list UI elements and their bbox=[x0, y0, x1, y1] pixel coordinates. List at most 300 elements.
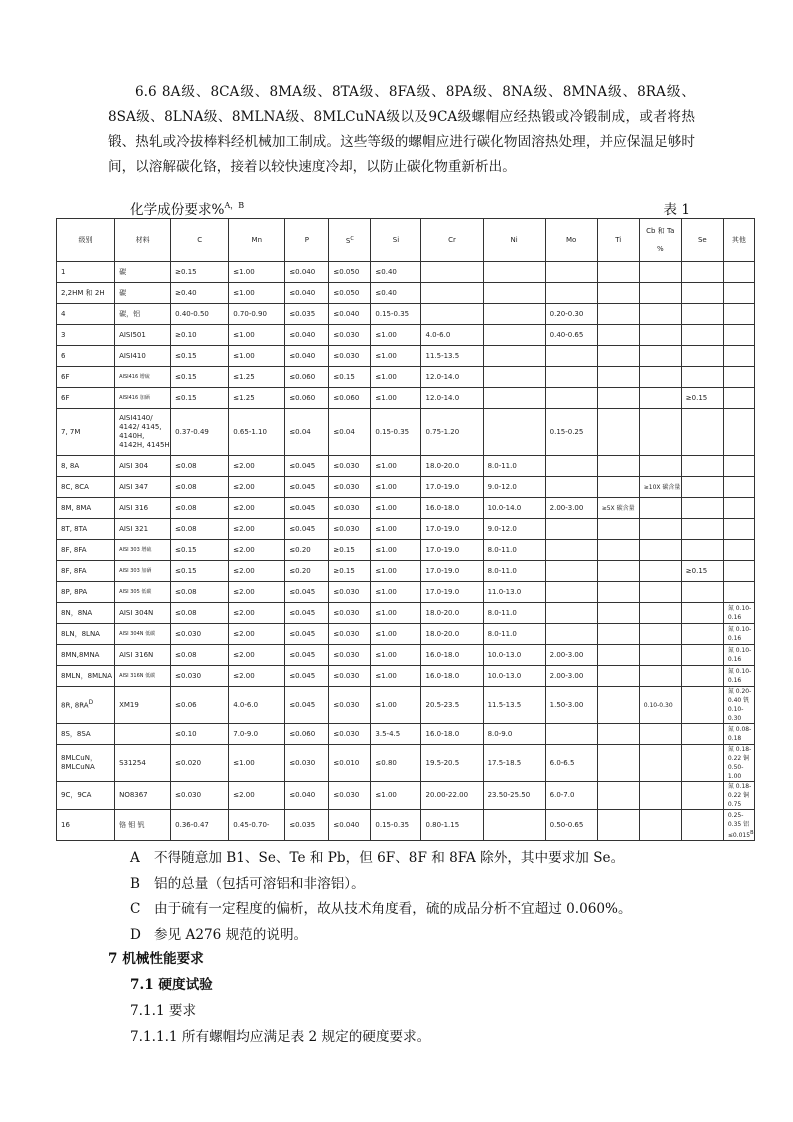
cell-ni: 10.0-14.0 bbox=[483, 498, 545, 519]
cell-other bbox=[723, 456, 754, 477]
cell-s: ≤0.030 bbox=[329, 666, 371, 687]
cell-ni: 8.0-9.0 bbox=[483, 724, 545, 745]
cell-mn: ≤2.00 bbox=[229, 477, 285, 498]
cell-mn: ≤1.00 bbox=[229, 745, 285, 782]
cell-mo bbox=[545, 367, 597, 388]
cell-mo bbox=[545, 283, 597, 304]
table-row bbox=[57, 540, 755, 561]
cell-p: ≤0.035 bbox=[285, 810, 329, 841]
cell-se bbox=[681, 283, 723, 304]
cell-mo bbox=[545, 603, 597, 624]
cell-grade: 8M, 8MA bbox=[57, 498, 115, 519]
cell-c: ≤0.030 bbox=[171, 782, 229, 810]
header-se: Se bbox=[681, 219, 723, 262]
cell-se bbox=[681, 624, 723, 645]
cell-mn: ≤1.00 bbox=[229, 283, 285, 304]
table-row bbox=[57, 325, 755, 346]
cell-se bbox=[681, 582, 723, 603]
cell-s: ≤0.050 bbox=[329, 262, 371, 283]
cell-si: ≤1.00 bbox=[371, 456, 421, 477]
cell-si: 0.15-0.35 bbox=[371, 409, 421, 456]
cell-cr: 17.0-19.0 bbox=[421, 477, 483, 498]
cell-grade: 8N，8NA bbox=[57, 603, 115, 624]
table-row bbox=[57, 582, 755, 603]
cell-material: AISI 347 bbox=[115, 477, 171, 498]
cell-material: AISI410 bbox=[115, 346, 171, 367]
cell-cbta bbox=[639, 624, 681, 645]
cell-ti: ≥5X 碳含量 bbox=[597, 498, 639, 519]
header-mo: Mo bbox=[545, 219, 597, 262]
cell-se bbox=[681, 724, 723, 745]
cell-material: AISI 316 bbox=[115, 498, 171, 519]
table-row bbox=[57, 388, 755, 409]
cell-cr: 12.0-14.0 bbox=[421, 367, 483, 388]
cell-c: 0.40-0.50 bbox=[171, 304, 229, 325]
cell-cr: 18.0-20.0 bbox=[421, 456, 483, 477]
cell-material: 碳，铝 bbox=[115, 304, 171, 325]
cell-se bbox=[681, 745, 723, 782]
cell-ti bbox=[597, 456, 639, 477]
cell-si: ≤1.00 bbox=[371, 367, 421, 388]
cell-ni: 8.0-11.0 bbox=[483, 603, 545, 624]
cell-mo bbox=[545, 724, 597, 745]
cell-material: AISI 303 增硫 bbox=[115, 540, 171, 561]
cell-p: ≤0.045 bbox=[285, 624, 329, 645]
cell-mn: ≤2.00 bbox=[229, 519, 285, 540]
cell-cr: 20.5-23.5 bbox=[421, 687, 483, 724]
cell-si: ≤1.00 bbox=[371, 388, 421, 409]
cell-p: ≤0.045 bbox=[285, 645, 329, 666]
cell-cr: 16.0-18.0 bbox=[421, 498, 483, 519]
footnotes bbox=[130, 846, 632, 948]
cell-ti bbox=[597, 745, 639, 782]
cell-material: AISI501 bbox=[115, 325, 171, 346]
table-row bbox=[57, 477, 755, 498]
cell-s: ≤0.030 bbox=[329, 519, 371, 540]
cell-grade: 1 bbox=[57, 262, 115, 283]
cell-se bbox=[681, 456, 723, 477]
cell-ti bbox=[597, 687, 639, 724]
cell-mn: ≤2.00 bbox=[229, 540, 285, 561]
cell-other: 氮 0.10-0.16 bbox=[723, 645, 754, 666]
cell-s: ≤0.030 bbox=[329, 498, 371, 519]
cell-c: ≤0.15 bbox=[171, 367, 229, 388]
header-ti: Ti bbox=[597, 219, 639, 262]
cell-cbta bbox=[639, 810, 681, 841]
cell-se bbox=[681, 346, 723, 367]
cell-p: ≤0.04 bbox=[285, 409, 329, 456]
cell-cr: 16.0-18.0 bbox=[421, 645, 483, 666]
cell-cbta bbox=[639, 561, 681, 582]
cell-si: ≤1.00 bbox=[371, 687, 421, 724]
cell-ni: 8.0-11.0 bbox=[483, 561, 545, 582]
cell-c: ≤0.06 bbox=[171, 687, 229, 724]
cell-ti bbox=[597, 519, 639, 540]
table-row bbox=[57, 262, 755, 283]
cell-ti bbox=[597, 477, 639, 498]
cell-ni: 9.0-12.0 bbox=[483, 519, 545, 540]
cell-s: ≤0.010 bbox=[329, 745, 371, 782]
cell-s: ≤0.040 bbox=[329, 304, 371, 325]
table-row bbox=[57, 367, 755, 388]
cell-material: AISI416 加硒 bbox=[115, 388, 171, 409]
cell-mo bbox=[545, 561, 597, 582]
cell-cr: 11.5-13.5 bbox=[421, 346, 483, 367]
cell-grade: 7, 7M bbox=[57, 409, 115, 456]
cell-mn: 7.0-9.0 bbox=[229, 724, 285, 745]
cell-p: ≤0.045 bbox=[285, 498, 329, 519]
cell-cr: 16.0-18.0 bbox=[421, 724, 483, 745]
cell-p: ≤0.045 bbox=[285, 603, 329, 624]
cell-se bbox=[681, 304, 723, 325]
cell-c: ≤0.030 bbox=[171, 624, 229, 645]
table-row bbox=[57, 456, 755, 477]
cell-mn: 0.45-0.70- bbox=[229, 810, 285, 841]
table-row bbox=[57, 645, 755, 666]
cell-ti bbox=[597, 409, 639, 456]
cell-mo bbox=[545, 582, 597, 603]
cell-cbta bbox=[639, 603, 681, 624]
header-ni: Ni bbox=[483, 219, 545, 262]
cell-se bbox=[681, 498, 723, 519]
cell-mn: ≤2.00 bbox=[229, 666, 285, 687]
cell-s: ≤0.030 bbox=[329, 603, 371, 624]
table-row bbox=[57, 304, 755, 325]
cell-ti bbox=[597, 603, 639, 624]
cell-ti bbox=[597, 782, 639, 810]
table-row bbox=[57, 561, 755, 582]
cell-c: ≤0.15 bbox=[171, 540, 229, 561]
cell-material: NO8367 bbox=[115, 782, 171, 810]
cell-other: 氮 0.20-0.40 钒 0.10-0.30 bbox=[723, 687, 754, 724]
cell-other: 0.25-0.35 铝 $\le 0.015^B$ bbox=[723, 810, 754, 841]
cell-se bbox=[681, 540, 723, 561]
cell-mn: ≤2.00 bbox=[229, 561, 285, 582]
cell-si: 3.5-4.5 bbox=[371, 724, 421, 745]
cell-other: 氮 0.08-0.18 bbox=[723, 724, 754, 745]
cell-grade: 8R, $8RA^D$ bbox=[57, 687, 115, 724]
cell-s: ≥0.15 bbox=[329, 561, 371, 582]
cell-ni: 10.0-13.0 bbox=[483, 666, 545, 687]
header-cbta: Cb 和 Ta % bbox=[639, 219, 681, 262]
cell-s: ≤0.030 bbox=[329, 724, 371, 745]
cell-si: ≤1.00 bbox=[371, 645, 421, 666]
cell-mo: 6.0-7.0 bbox=[545, 782, 597, 810]
intro-paragraph: 6.6 8A级、8CA级、8MA级、8TA级、8FA级、8PA级、8NA级、8MNA级、8RA级、8SA级、8LNA级、8MLNA级、8MLCuNA级以及9CA级螺帽应经热锻或冷锻制成，或者将热锻、热轧或冷拔棒料经机械加工制成。这些等级的螺帽应进行碳化物固溶热处理，并应保温足够时间，以溶解碳化铬，接着以较快速度冷却，以防止碳化物重新析出。 bbox=[108, 84, 695, 175]
cell-grade: 9C，9CA bbox=[57, 782, 115, 810]
header-c: C bbox=[171, 219, 229, 262]
header-p: P bbox=[285, 219, 329, 262]
cell-cbta bbox=[639, 367, 681, 388]
cell-cbta bbox=[639, 724, 681, 745]
header-other: 其他 bbox=[723, 219, 754, 262]
cell-c: ≤0.08 bbox=[171, 645, 229, 666]
cell-grade: 16 bbox=[57, 810, 115, 841]
cell-c: ≤0.15 bbox=[171, 561, 229, 582]
cell-ti bbox=[597, 540, 639, 561]
cell-p: ≤0.045 bbox=[285, 687, 329, 724]
cell-si: ≤1.00 bbox=[371, 603, 421, 624]
cell-cr: 17.0-19.0 bbox=[421, 582, 483, 603]
cell-grade: 8F, 8FA bbox=[57, 561, 115, 582]
cell-cbta bbox=[639, 540, 681, 561]
cell-grade: 8, 8A bbox=[57, 456, 115, 477]
cell-c: 0.37-0.49 bbox=[171, 409, 229, 456]
cell-cr: 0.80-1.15 bbox=[421, 810, 483, 841]
cell-grade: 6F bbox=[57, 388, 115, 409]
cell-cbta bbox=[639, 283, 681, 304]
cell-other: 氮 0.10-0.16 bbox=[723, 624, 754, 645]
cell-si: ≤0.40 bbox=[371, 283, 421, 304]
table-row bbox=[57, 409, 755, 456]
cell-c: ≥0.10 bbox=[171, 325, 229, 346]
cell-c: ≤0.08 bbox=[171, 582, 229, 603]
cell-s: ≤0.04 bbox=[329, 409, 371, 456]
cell-other bbox=[723, 367, 754, 388]
cell-mo: 2.00-3.00 bbox=[545, 666, 597, 687]
cell-other bbox=[723, 283, 754, 304]
cell-material: S31254 bbox=[115, 745, 171, 782]
cell-cbta bbox=[639, 304, 681, 325]
cell-c: ≤0.15 bbox=[171, 388, 229, 409]
cell-ti bbox=[597, 367, 639, 388]
cell-s: ≤0.030 bbox=[329, 456, 371, 477]
cell-c: 0.36-0.47 bbox=[171, 810, 229, 841]
cell-c: ≥0.40 bbox=[171, 283, 229, 304]
cell-p: ≤0.035 bbox=[285, 304, 329, 325]
cell-si: ≤1.00 bbox=[371, 540, 421, 561]
header-mn: Mn bbox=[229, 219, 285, 262]
cell-cr: 17.0-19.0 bbox=[421, 519, 483, 540]
cell-mo: 1.50-3.00 bbox=[545, 687, 597, 724]
cell-s: ≤0.030 bbox=[329, 687, 371, 724]
cell-ni bbox=[483, 304, 545, 325]
cell-c: ≤0.08 bbox=[171, 498, 229, 519]
cell-grade: 4 bbox=[57, 304, 115, 325]
table-row bbox=[57, 498, 755, 519]
cell-s: ≤0.030 bbox=[329, 782, 371, 810]
cell-p: ≤0.060 bbox=[285, 388, 329, 409]
cell-cbta bbox=[639, 498, 681, 519]
cell-ni: 8.0-11.0 bbox=[483, 456, 545, 477]
cell-mn: ≤2.00 bbox=[229, 603, 285, 624]
header-cr: Cr bbox=[421, 219, 483, 262]
cell-cr: 20.00-22.00 bbox=[421, 782, 483, 810]
cell-p: ≤0.030 bbox=[285, 745, 329, 782]
cell-ti bbox=[597, 810, 639, 841]
cell-se bbox=[681, 519, 723, 540]
cell-mo: 0.50-0.65 bbox=[545, 810, 597, 841]
cell-si: ≤1.00 bbox=[371, 498, 421, 519]
footnote-c: C 由于硫有一定程度的偏析，故从技术角度看，硫的成品分析不宜超过 0.060%。 bbox=[130, 901, 632, 917]
cell-ni: 8.0-11.0 bbox=[483, 624, 545, 645]
cell-mo: 0.15-0.25 bbox=[545, 409, 597, 456]
table-row bbox=[57, 745, 755, 782]
cell-mo bbox=[545, 262, 597, 283]
cell-mn: ≤2.00 bbox=[229, 498, 285, 519]
cell-other bbox=[723, 346, 754, 367]
cell-se bbox=[681, 645, 723, 666]
cell-si: ≤1.00 bbox=[371, 477, 421, 498]
cell-material: XM19 bbox=[115, 687, 171, 724]
cell-material: AISI 305 低碳 bbox=[115, 582, 171, 603]
cell-mn: ≤2.00 bbox=[229, 456, 285, 477]
cell-p: ≤0.045 bbox=[285, 666, 329, 687]
cell-ti bbox=[597, 645, 639, 666]
cell-se bbox=[681, 367, 723, 388]
cell-si: 0.15-0.35 bbox=[371, 304, 421, 325]
cell-mo: 6.0-6.5 bbox=[545, 745, 597, 782]
cell-mn: ≤1.25 bbox=[229, 388, 285, 409]
cell-mo bbox=[545, 624, 597, 645]
cell-p: ≤0.20 bbox=[285, 540, 329, 561]
cell-s: ≤0.030 bbox=[329, 477, 371, 498]
cell-ti bbox=[597, 262, 639, 283]
cell-other bbox=[723, 409, 754, 456]
cell-s: ≤0.050 bbox=[329, 283, 371, 304]
cell-si: ≤0.40 bbox=[371, 262, 421, 283]
cell-grade: 6 bbox=[57, 346, 115, 367]
cell-se bbox=[681, 687, 723, 724]
cell-se bbox=[681, 409, 723, 456]
cell-p: ≤0.045 bbox=[285, 582, 329, 603]
cell-ni bbox=[483, 325, 545, 346]
cell-grade: 6F bbox=[57, 367, 115, 388]
table-caption-title: 化学成份要求%$^{A,B}$ bbox=[130, 201, 245, 218]
cell-mn: ≤1.25 bbox=[229, 367, 285, 388]
cell-si: ≤1.00 bbox=[371, 346, 421, 367]
cell-c: ≤0.08 bbox=[171, 477, 229, 498]
cell-cbta bbox=[639, 346, 681, 367]
cell-grade: 2,2HM 和 2H bbox=[57, 283, 115, 304]
cell-material: AISI 304N bbox=[115, 603, 171, 624]
cell-p: ≤0.060 bbox=[285, 724, 329, 745]
cell-ni: 10.0-13.0 bbox=[483, 645, 545, 666]
footnote-b: B 铝的总量（包括可溶铝和非溶铝）。 bbox=[130, 875, 365, 892]
cell-ni bbox=[483, 346, 545, 367]
cell-ni bbox=[483, 262, 545, 283]
cell-cbta bbox=[639, 388, 681, 409]
cell-ti bbox=[597, 346, 639, 367]
cell-other: 氮 0.10-0.16 bbox=[723, 603, 754, 624]
cell-se: ≥0.15 bbox=[681, 561, 723, 582]
cell-ti bbox=[597, 388, 639, 409]
cell-material: AISI 316N bbox=[115, 645, 171, 666]
header-si: Si bbox=[371, 219, 421, 262]
cell-se bbox=[681, 262, 723, 283]
cell-ti bbox=[597, 304, 639, 325]
cell-p: ≤0.045 bbox=[285, 519, 329, 540]
cell-mo: 0.20-0.30 bbox=[545, 304, 597, 325]
cell-se bbox=[681, 325, 723, 346]
header-grade: 级别 bbox=[57, 219, 115, 262]
chemical-composition-table bbox=[56, 218, 755, 841]
cell-cbta: 0.10-0.30 bbox=[639, 687, 681, 724]
cell-mo: 2.00-3.00 bbox=[545, 498, 597, 519]
cell-se bbox=[681, 810, 723, 841]
cell-p: ≤0.20 bbox=[285, 561, 329, 582]
cell-grade: 8T, 8TA bbox=[57, 519, 115, 540]
cell-ti bbox=[597, 624, 639, 645]
cell-grade: 8MLN，8MLNA bbox=[57, 666, 115, 687]
cell-se bbox=[681, 603, 723, 624]
cell-mn: ≤2.00 bbox=[229, 624, 285, 645]
cell-cbta bbox=[639, 262, 681, 283]
cell-grade: 8P, 8PA bbox=[57, 582, 115, 603]
table-header-row bbox=[57, 219, 755, 262]
cell-mo bbox=[545, 456, 597, 477]
cell-cbta: ≥10X 碳含量 bbox=[639, 477, 681, 498]
cell-s: ≥0.15 bbox=[329, 540, 371, 561]
cell-other bbox=[723, 582, 754, 603]
cell-other: 氮 0.18-0.22 铜 0.75 bbox=[723, 782, 754, 810]
cell-cr: 17.0-19.0 bbox=[421, 561, 483, 582]
cell-ti bbox=[597, 283, 639, 304]
cell-c: ≤0.08 bbox=[171, 603, 229, 624]
cell-si: ≤1.00 bbox=[371, 519, 421, 540]
cell-mo bbox=[545, 477, 597, 498]
cell-ni bbox=[483, 409, 545, 456]
section-7-1-1-heading: 7.1.1 要求 bbox=[130, 1003, 197, 1019]
cell-other: 氮 0.18-0.22 铜 0.50-1.00 bbox=[723, 745, 754, 782]
cell-p: ≤0.060 bbox=[285, 367, 329, 388]
cell-ni bbox=[483, 283, 545, 304]
cell-other: 氮 0.10-0.16 bbox=[723, 666, 754, 687]
cell-other bbox=[723, 519, 754, 540]
cell-material: AISI 304N 低碳 bbox=[115, 624, 171, 645]
cell-cbta bbox=[639, 782, 681, 810]
cell-p: ≤0.040 bbox=[285, 325, 329, 346]
cell-material: AISI4140/ 4142/ 4145, 4140H, 4142H, 4145H bbox=[115, 409, 171, 456]
cell-other bbox=[723, 325, 754, 346]
cell-se bbox=[681, 782, 723, 810]
cell-si: ≤1.00 bbox=[371, 582, 421, 603]
cell-mn: ≤1.00 bbox=[229, 346, 285, 367]
cell-material: 铬 钼 钒 bbox=[115, 810, 171, 841]
cell-other bbox=[723, 540, 754, 561]
cell-ni bbox=[483, 367, 545, 388]
table-caption bbox=[130, 198, 690, 218]
cell-cr: 18.0-20.0 bbox=[421, 624, 483, 645]
cell-ni: 11.0-13.0 bbox=[483, 582, 545, 603]
cell-cr: 16.0-18.0 bbox=[421, 666, 483, 687]
cell-cbta bbox=[639, 645, 681, 666]
section-7-heading: 7 机械性能要求 bbox=[108, 951, 204, 967]
cell-other bbox=[723, 477, 754, 498]
cell-grade: 3 bbox=[57, 325, 115, 346]
cell-s: ≤0.030 bbox=[329, 582, 371, 603]
table-row bbox=[57, 519, 755, 540]
cell-p: ≤0.040 bbox=[285, 782, 329, 810]
cell-grade: 8F, 8FA bbox=[57, 540, 115, 561]
cell-material: 碳 bbox=[115, 262, 171, 283]
cell-si: ≤1.00 bbox=[371, 325, 421, 346]
cell-mn: ≤1.00 bbox=[229, 262, 285, 283]
cell-mo bbox=[545, 346, 597, 367]
cell-material: AISI 303 加硒 bbox=[115, 561, 171, 582]
cell-cbta bbox=[639, 325, 681, 346]
cell-cbta bbox=[639, 666, 681, 687]
cell-se bbox=[681, 666, 723, 687]
cell-s: ≤0.030 bbox=[329, 346, 371, 367]
cell-c: ≤0.030 bbox=[171, 666, 229, 687]
table-row bbox=[57, 624, 755, 645]
cell-cr bbox=[421, 262, 483, 283]
cell-p: ≤0.045 bbox=[285, 456, 329, 477]
table-row bbox=[57, 283, 755, 304]
cell-cr bbox=[421, 304, 483, 325]
table-row bbox=[57, 810, 755, 841]
